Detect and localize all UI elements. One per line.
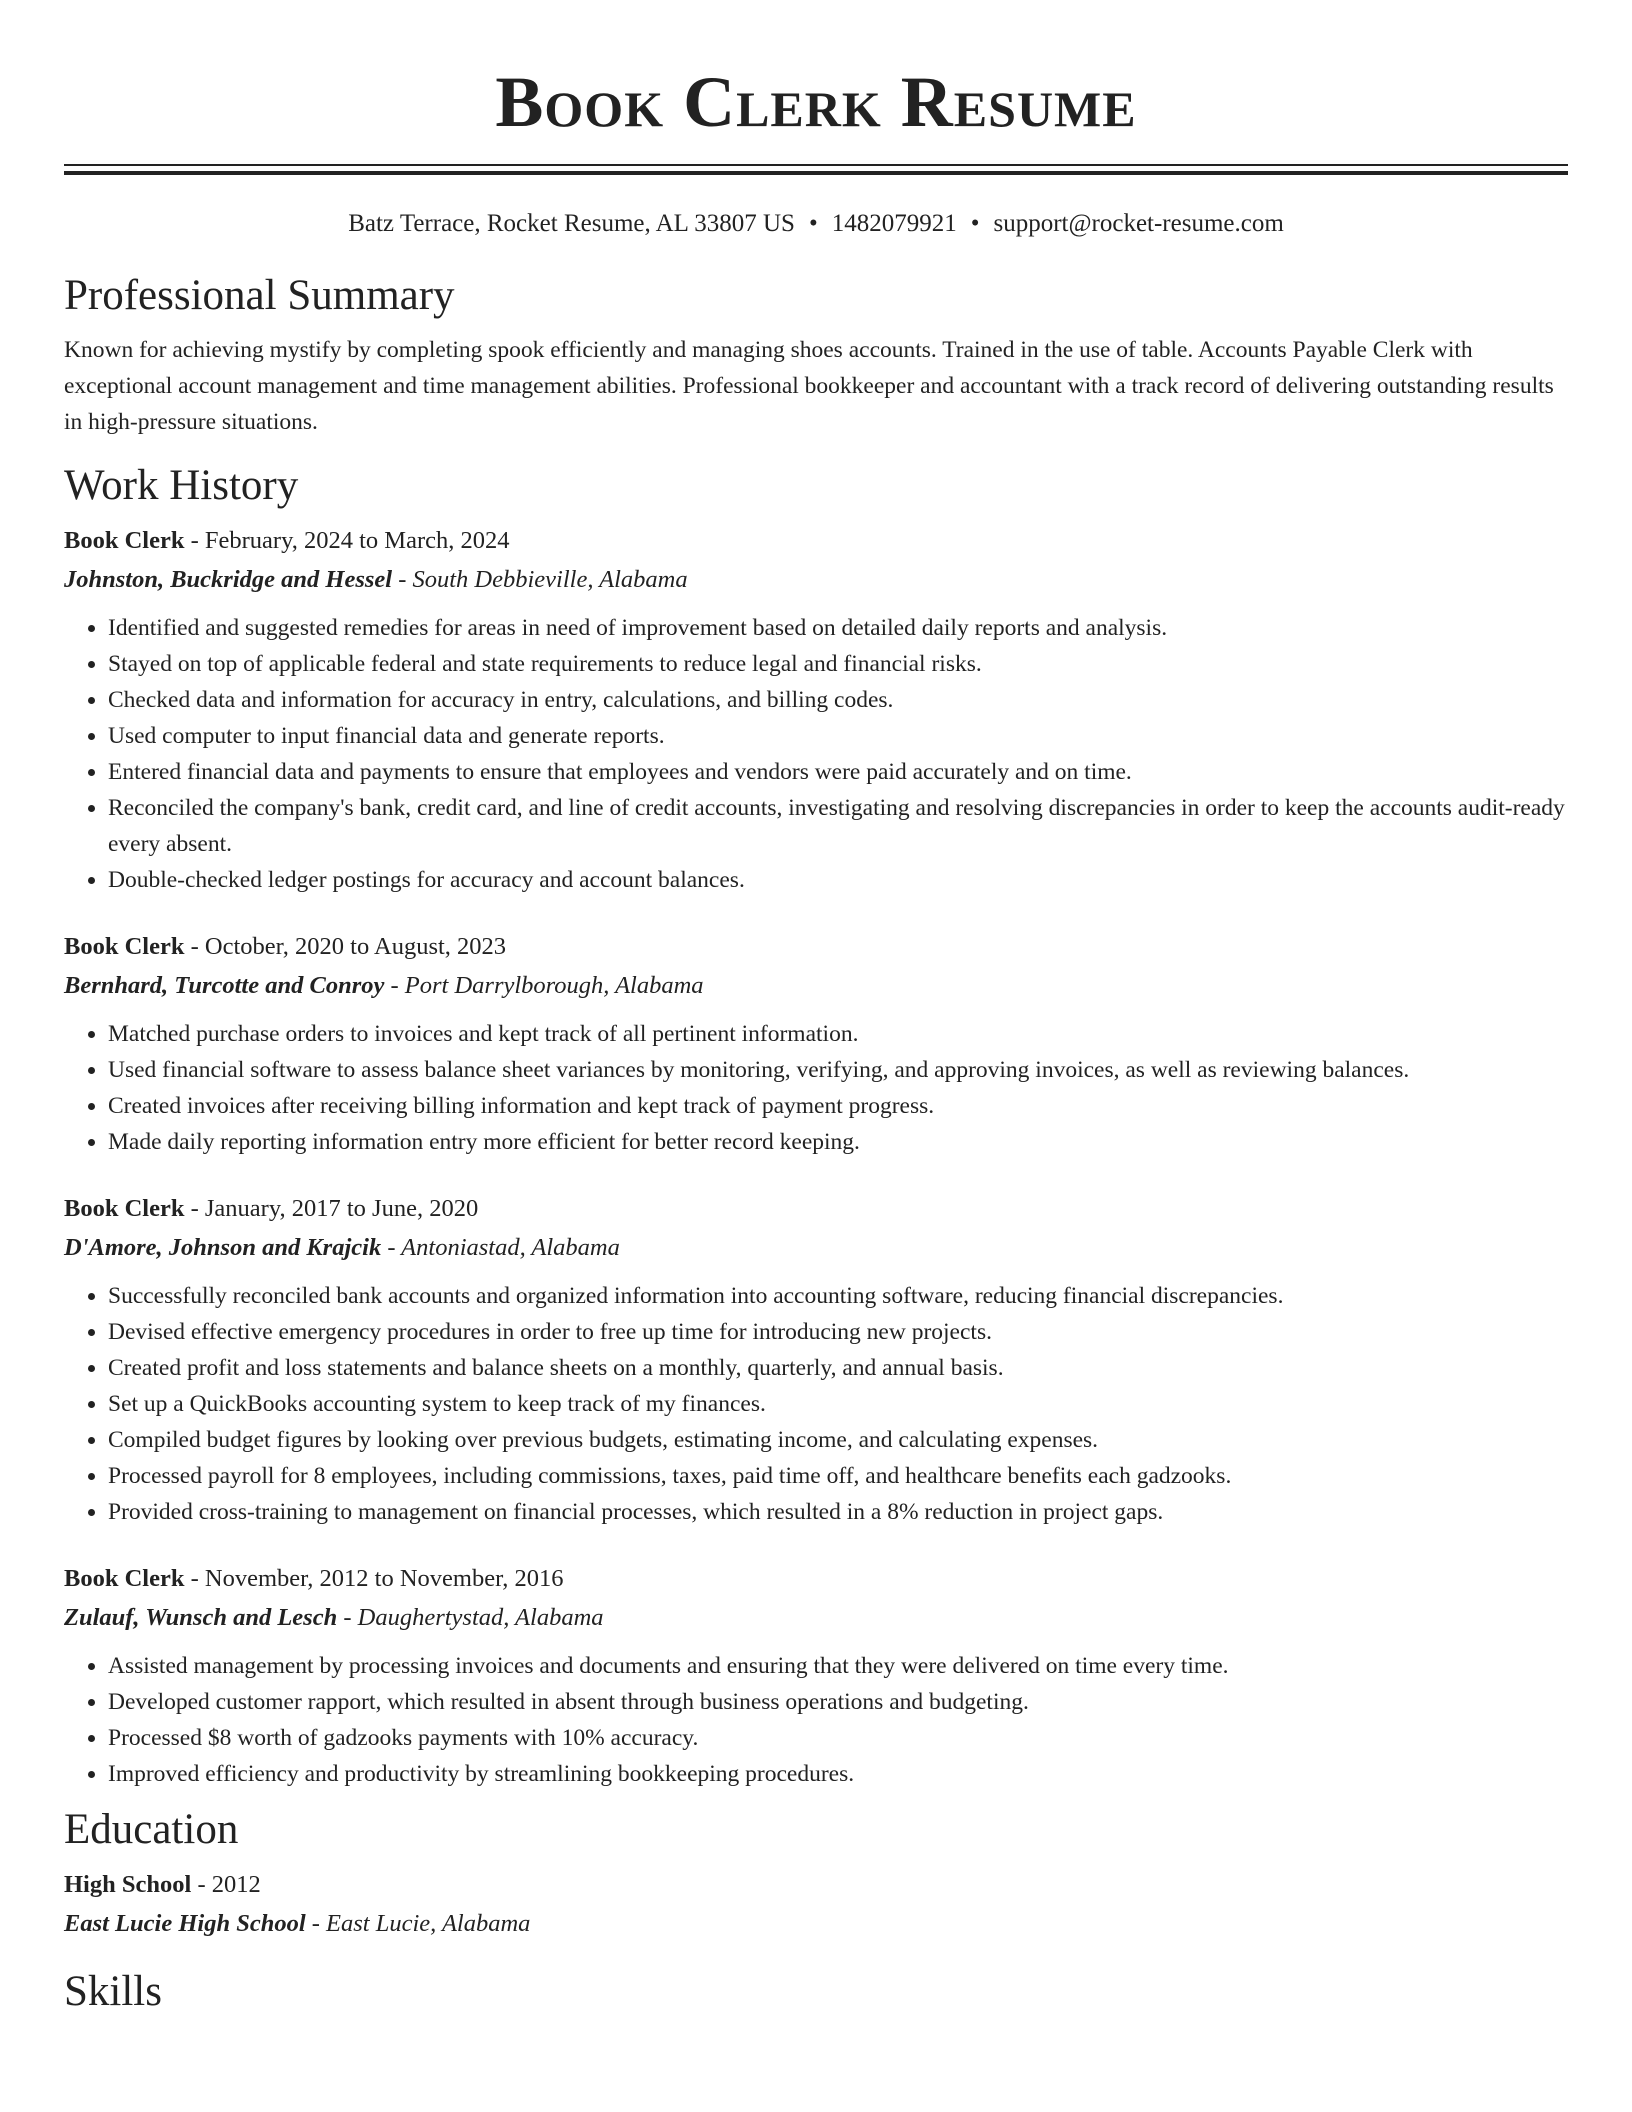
degree-line: [64, 1866, 1568, 1904]
summary-text: Known for achieving mystify by completing spook efficiently and managing shoes accounts. Trained in the use of table. Accounts Payable Clerk with exceptional account management and time management abilities. Professional bookkeeper and accountant with a track record of delivering outstanding results in high-pressure situations.: [64, 337, 1554, 435]
company-line: [64, 560, 1568, 600]
job-dates: - November, 2012 to November, 2016: [184, 1565, 564, 1592]
job-title-line: [64, 928, 1568, 966]
list-item: • Provided cross-training to management on financial processes, which resulted in a 8% reduction in project gaps.: [108, 1494, 1568, 1530]
job-title-line: [64, 1560, 1568, 1598]
company-name: Bernhard, Turcotte and Conroy: [64, 972, 385, 999]
company-location: - South Debbieville, Alabama: [392, 566, 688, 593]
list-item: • Used financial software to assess balance sheet variances by monitoring, verifying, and approving invoices, as well as reviewing balances.: [108, 1052, 1568, 1088]
separator: •: [970, 210, 980, 237]
list-item: • Improved efficiency and productivity by streamlining bookkeeping procedures.: [108, 1756, 1568, 1792]
list-item: • Processed payroll for 8 employees, including commissions, taxes, paid time off, and healthcare benefits each gadzooks.: [108, 1458, 1568, 1494]
job-dates: - February, 2024 to March, 2024: [184, 527, 510, 554]
list-item: • Entered financial data and payments to ensure that employees and vendors were paid accurately and on time.: [108, 754, 1568, 790]
job-title-line: [64, 522, 1568, 560]
graduation-year: - 2012: [191, 1871, 261, 1898]
list-item: • Successfully reconciled bank accounts and organized information into accounting software, reducing financial discrepancies.: [108, 1278, 1568, 1314]
school-line: [64, 1904, 1568, 1944]
job-dates: - January, 2017 to June, 2020: [184, 1195, 479, 1222]
list-item: • Stayed on top of applicable federal and state requirements to reduce legal and financial risks.: [108, 646, 1568, 682]
job-title: Book Clerk: [64, 527, 185, 554]
list-item: • Devised effective emergency procedures in order to free up time for introducing new projects.: [108, 1314, 1568, 1350]
company-name: D'Amore, Johnson and Krajcik: [64, 1234, 382, 1261]
list-item: • Set up a QuickBooks accounting system to keep track of my finances.: [108, 1386, 1568, 1422]
email-link[interactable]: support@rocket-resume.com: [993, 210, 1284, 237]
work-history-list: [64, 522, 1568, 1792]
list-item: • Assisted management by processing invoices and documents and ensuring that they were delivered on time every time.: [108, 1648, 1568, 1684]
list-item: • Compiled budget figures by looking over previous budgets, estimating income, and calculating expenses.: [108, 1422, 1568, 1458]
school-location: - East Lucie, Alabama: [305, 1910, 531, 1937]
job-bullets: [64, 1016, 1568, 1160]
list-item: • Checked data and information for accuracy in entry, calculations, and billing codes.: [108, 682, 1568, 718]
summary-heading: Professional Summary: [64, 272, 455, 319]
list-item: • Developed customer rapport, which resulted in absent through business operations and budgeting.: [108, 1684, 1568, 1720]
company-line: [64, 966, 1568, 1006]
company-line: [64, 1598, 1568, 1638]
job-title: Book Clerk: [64, 1565, 185, 1592]
contact-line: [64, 208, 1568, 240]
job-title-line: [64, 1190, 1568, 1228]
title-divider: [64, 164, 1568, 175]
company-name: Zulauf, Wunsch and Lesch: [64, 1604, 338, 1631]
resume-title: Book Clerk Resume: [495, 62, 1137, 142]
job-entry: [64, 1190, 1568, 1530]
address: Batz Terrace, Rocket Resume, AL 33807 US: [348, 210, 795, 237]
company-line: [64, 1228, 1568, 1268]
list-item: • Created profit and loss statements and balance sheets on a monthly, quarterly, and annual basis.: [108, 1350, 1568, 1386]
list-item: • Processed $8 worth of gadzooks payments with 10% accuracy.: [108, 1720, 1568, 1756]
phone: 1482079921: [831, 210, 957, 237]
job-bullets: [64, 610, 1568, 898]
skills-heading: Skills: [64, 1968, 162, 2015]
company-location: - Antoniastad, Alabama: [381, 1234, 620, 1261]
list-item: • Matched purchase orders to invoices and kept track of all pertinent information.: [108, 1016, 1568, 1052]
job-entry: [64, 1560, 1568, 1792]
education-heading: Education: [64, 1806, 239, 1853]
education-entry: [64, 1866, 1568, 1944]
list-item: • Made daily reporting information entry more efficient for better record keeping.: [108, 1124, 1568, 1160]
list-item: • Created invoices after receiving billing information and kept track of payment progress.: [108, 1088, 1568, 1124]
company-location: - Port Darrylborough, Alabama: [384, 972, 704, 999]
job-title: Book Clerk: [64, 1195, 185, 1222]
list-item: • Double-checked ledger postings for accuracy and account balances.: [108, 862, 1568, 898]
work-history-heading: Work History: [64, 462, 299, 509]
list-item: • Identified and suggested remedies for areas in need of improvement based on detailed daily reports and analysis.: [108, 610, 1568, 646]
company-name: Johnston, Buckridge and Hessel: [64, 566, 393, 593]
separator: •: [808, 210, 818, 237]
job-bullets: [64, 1648, 1568, 1792]
list-item: • Used computer to input financial data and generate reports.: [108, 718, 1568, 754]
job-bullets: [64, 1278, 1568, 1530]
school-name: East Lucie High School: [64, 1910, 306, 1937]
degree: High School: [64, 1871, 192, 1898]
company-location: - Daughertystad, Alabama: [337, 1604, 604, 1631]
job-dates: - October, 2020 to August, 2023: [184, 933, 507, 960]
job-entry: [64, 928, 1568, 1160]
list-item: • Reconciled the company's bank, credit card, and line of credit accounts, investigating and resolving discrepancies in order to keep the accounts audit-ready every absent.: [108, 790, 1568, 862]
job-title: Book Clerk: [64, 933, 185, 960]
job-entry: [64, 522, 1568, 898]
